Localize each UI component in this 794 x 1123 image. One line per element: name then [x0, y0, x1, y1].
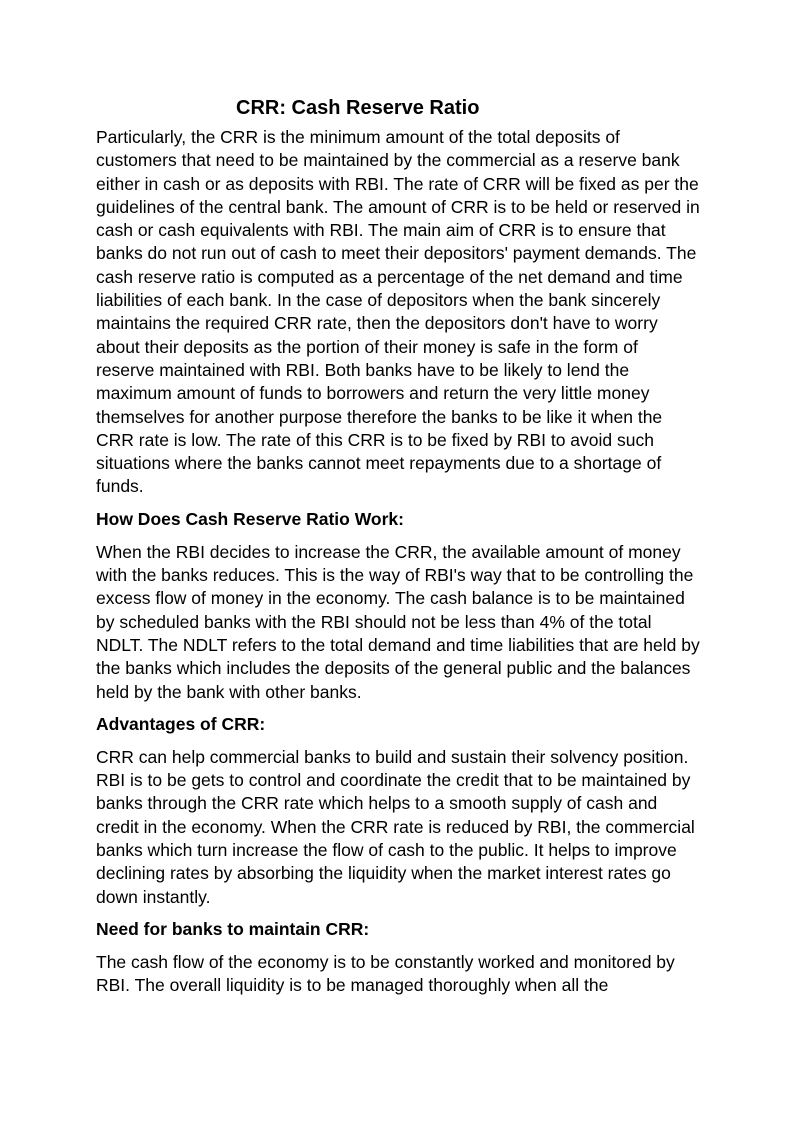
document-page — [96, 94, 700, 998]
section-heading-need: Need for banks to maintain CRR: — [96, 918, 370, 939]
section-body-advantages: CRR can help commercial banks to build and sustain their solvency position. RBI is to be gets to control and coordinate the credit that to be maintained by banks through the CRR rate which helps to a smooth supply of cash and credit in the economy. When the CRR rate is reduced by RBI, the commercial banks which turn increase the flow of cash to the public. It helps to improve declining rates by absorbing the liquidity when the market interest rates go down instantly. — [96, 746, 695, 907]
section-heading-how-it-works: How Does Cash Reserve Ratio Work: — [96, 508, 404, 529]
intro-paragraph: Particularly, the CRR is the minimum amount of the total deposits of customers that need to be maintained by the commercial as a reserve bank either in cash or as deposits with RBI. The rate of CRR will be fixed as per the guidelines of the central bank. The amount of CRR is to be held or reserved in cash or cash equivalents with RBI. The main aim of CRR is to ensure that banks do not run out of cash to meet their depositors' payment demands. The cash reserve ratio is computed as a percentage of the net demand and time liabilities of each bank. In the case of depositors when the bank sincerely maintains the required CRR rate, then the depositors don't have to worry about their deposits as the portion of their money is safe in the form of reserve maintained with RBI. Both banks have to be likely to lend the maximum amount of funds to borrowers and return the very little money themselves for another purpose therefore the banks to be like it when the CRR rate is low. The rate of this CRR is to be fixed by RBI to avoid such situations where the banks cannot meet repayments due to a shortage of funds. — [96, 127, 700, 497]
section-heading-advantages: Advantages of CRR: — [96, 713, 266, 734]
page-title: CRR: Cash Reserve Ratio — [236, 97, 480, 119]
section-body-how-it-works: When the RBI decides to increase the CRR, the available amount of money with the banks reduces. This is the way of RBI's way that to be controlling the excess flow of money in the economy. The cash balance is to be maintained by scheduled banks with the RBI should not be less than 4% of the total NDLT. The NDLT refers to the total demand and time liabilities that are held by the banks which includes the deposits of the general public and the balances held by the bank with other banks. — [96, 541, 700, 702]
section-body-need: The cash flow of the economy is to be constantly worked and monitored by RBI. The overall liquidity is to be managed thoroughly when all the — [96, 951, 675, 996]
